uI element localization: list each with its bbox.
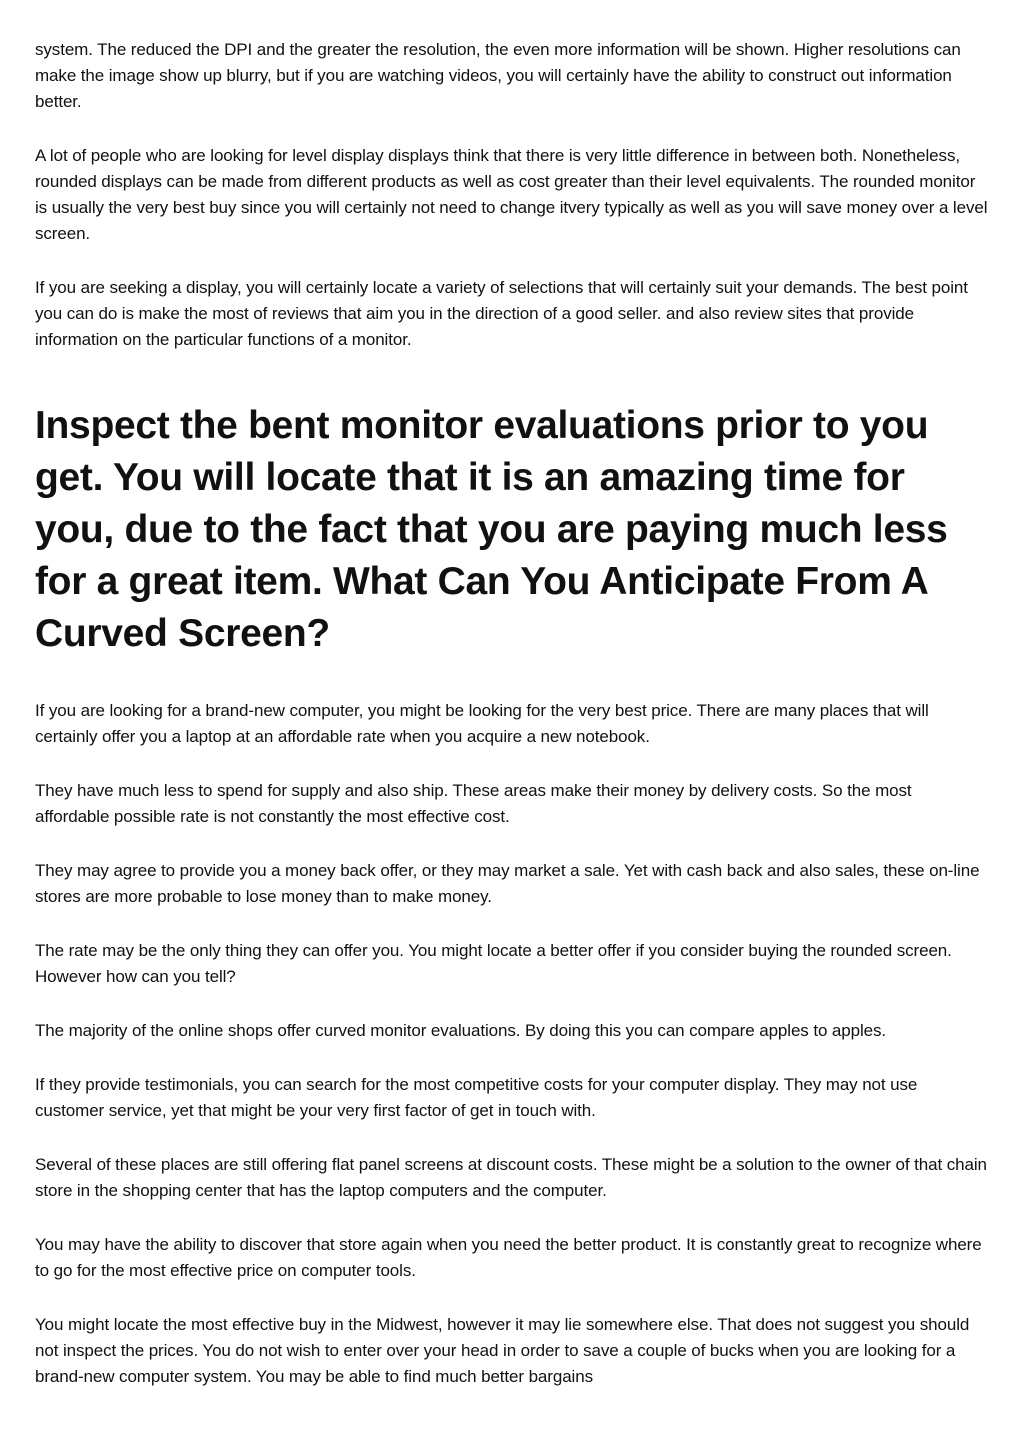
intro-paragraph-3: If you are seeking a display, you will certainly locate a variety of selections that will certainly suit your demands. The best point you can do is make the most of reviews that aim you in the direction of a good seller. and also review sites that provide information on the particular functions of a monitor.	[35, 278, 968, 349]
intro-paragraph-2: A lot of people who are looking for level display displays think that there is very little difference in between both. Nonetheless, rounded displays can be made from different products as well as cost greater than their level equivalents. The rounded monitor is usually the very best buy since you will certainly not need to change itvery typically as well as you will save money over a level screen.	[35, 146, 988, 243]
body-paragraph-3: They may agree to provide you a money back offer, or they may market a sale. Yet with cash back and also sales, these on-line stores are more probable to lose money than to make money.	[35, 861, 980, 906]
body-paragraph-8: You may have the ability to discover that store again when you need the better product. It is constantly great to recognize where to go for the most effective price on computer tools.	[35, 1235, 982, 1280]
intro-paragraph-1: system. The reduced the DPI and the greater the resolution, the even more information will be shown. Higher resolutions can make the image show up blurry, but if you are watching videos, you will certainly have the ability to construct out information better.	[35, 40, 961, 111]
body-paragraph-5: The majority of the online shops offer curved monitor evaluations. By doing this you can compare apples to apples.	[35, 1021, 887, 1040]
article-content	[35, 37, 990, 1418]
body-paragraph-7: Several of these places are still offering flat panel screens at discount costs. These might be a solution to the owner of that chain store in the shopping center that has the laptop computers and the computer.	[35, 1155, 987, 1200]
section-heading: Inspect the bent monitor evaluations prior to you get. You will locate that it is an amazing time for you, due to the fact that you are paying much less for a great item. What Can You Anticipate From A Curved Screen?	[35, 404, 948, 655]
body-paragraph-1: If you are looking for a brand-new computer, you might be looking for the very best price. There are many places that will certainly offer you a laptop at an affordable rate when you acquire a new notebook.	[35, 701, 929, 746]
body-paragraph-9: You might locate the most effective buy in the Midwest, however it may lie somewhere else. That does not suggest you should not inspect the prices. You do not wish to enter over your head in order to save a couple of bucks when you are looking for a brand-new computer system. You may be able to find much better bargains	[35, 1315, 970, 1386]
body-paragraph-4: The rate may be the only thing they can offer you. You might locate a better offer if you consider buying the rounded screen. However how can you tell?	[35, 941, 952, 986]
body-paragraph-6: If they provide testimonials, you can search for the most competitive costs for your computer display. They may not use customer service, yet that might be your very first factor of get in touch with.	[35, 1075, 918, 1120]
body-paragraph-2: They have much less to spend for supply and also ship. These areas make their money by delivery costs. So the most affordable possible rate is not constantly the most effective cost.	[35, 781, 912, 826]
